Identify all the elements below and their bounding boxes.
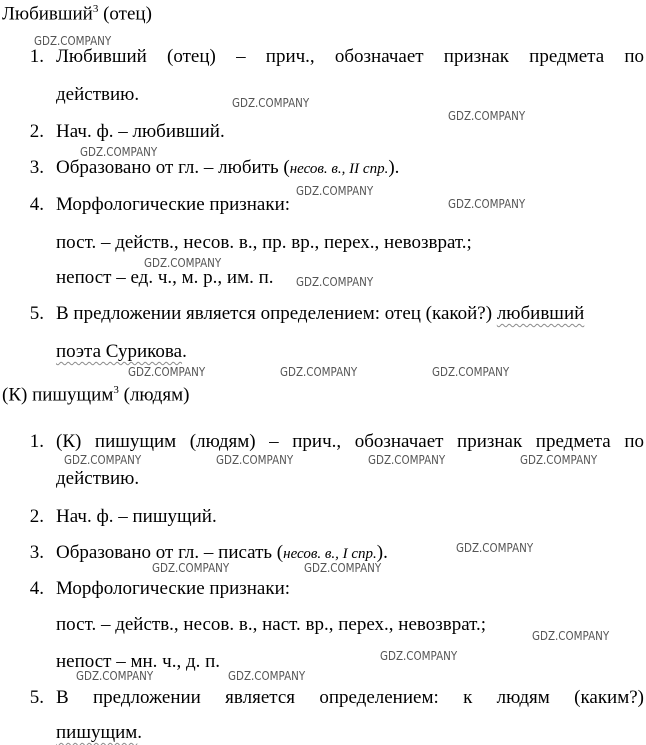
watermark: GDZ.COMPANY	[64, 453, 142, 467]
item-title: Морфологические признаки:	[56, 578, 291, 599]
watermark: GDZ.COMPANY	[80, 145, 158, 159]
item-text-continued: действию.	[56, 84, 140, 105]
watermark: GDZ.COMPANY	[228, 669, 306, 683]
watermark: GDZ.COMPANY	[232, 96, 310, 110]
item-text-main: Образовано от гл. – любить (	[56, 157, 290, 178]
item-text-end: .	[137, 722, 143, 743]
underlined-word: любивший	[496, 303, 585, 324]
watermark: GDZ.COMPANY	[296, 184, 374, 198]
watermark: GDZ.COMPANY	[432, 365, 510, 379]
item-text-italic: несов. в., II спр.	[289, 161, 389, 177]
section-heading	[2, 3, 152, 25]
watermark: GDZ.COMPANY	[152, 561, 230, 575]
watermark: GDZ.COMPANY	[380, 649, 458, 663]
item-number: 5.	[29, 303, 44, 324]
item-text-end: .	[182, 341, 187, 362]
item-text-main: В предложении является определением: отец (какой?)	[56, 303, 497, 324]
watermark: GDZ.COMPANY	[448, 109, 526, 123]
item-text	[56, 303, 584, 325]
item-text: Нач. ф. – пишущий.	[56, 506, 217, 527]
watermark: GDZ.COMPANY	[216, 453, 294, 467]
item-text-main: Образовано от гл. – писать (	[56, 542, 284, 563]
item-text: Нач. ф. – любивший.	[56, 121, 225, 142]
section-heading	[2, 384, 189, 406]
watermark: GDZ.COMPANY	[296, 275, 374, 289]
watermark: GDZ.COMPANY	[520, 453, 598, 467]
watermark: GDZ.COMPANY	[144, 256, 222, 270]
item-number: 3.	[29, 542, 44, 563]
item-text: Любивший (отец) – прич., обозначает признак предмета по	[56, 46, 644, 67]
item-text-continued	[56, 341, 187, 363]
item-number: 1.	[29, 46, 44, 67]
heading-context: (людям)	[123, 384, 190, 406]
heading-superscript: 3	[92, 3, 99, 15]
heading-superscript: 3	[113, 384, 119, 396]
watermark: GDZ.COMPANY	[304, 561, 382, 575]
item-text-end: ).	[388, 157, 400, 178]
item-number: 2.	[29, 121, 44, 142]
watermark: GDZ.COMPANY	[448, 197, 526, 211]
item-text-continued	[56, 722, 142, 744]
watermark: GDZ.COMPANY	[128, 365, 206, 379]
item-number: 1.	[29, 431, 44, 452]
item-number: 2.	[29, 506, 44, 527]
item-number: 4.	[29, 578, 44, 599]
heading-word: Любивший	[2, 3, 93, 25]
item-number: 3.	[29, 157, 44, 178]
nonconstant-features: непост – мн. ч., д. п.	[56, 651, 221, 672]
item-text-end: ).	[376, 542, 388, 563]
item-text	[56, 157, 399, 179]
underlined-phrase: поэта Сурикова	[56, 341, 183, 362]
watermark: GDZ.COMPANY	[532, 629, 610, 643]
item-number: 4.	[29, 194, 44, 215]
heading-context: (отец)	[103, 3, 152, 25]
heading-word: (К) пишущим	[2, 384, 114, 406]
item-text-continued: действию.	[56, 468, 140, 489]
watermark: GDZ.COMPANY	[368, 453, 446, 467]
item-text: В предложении является определением: к людям (каким?)	[56, 687, 644, 708]
constant-features: пост. – действ., несов. в., наст. вр., перех., невозврат.;	[56, 614, 487, 635]
item-number: 5.	[29, 687, 44, 708]
watermark: GDZ.COMPANY	[76, 669, 154, 683]
item-text: (К) пишущим (людям) – прич., обозначает признак предмета по	[56, 431, 644, 452]
nonconstant-features: непост – ед. ч., м. р., им. п.	[56, 267, 274, 288]
item-title: Морфологические признаки:	[56, 194, 291, 215]
watermark: GDZ.COMPANY	[34, 34, 112, 48]
watermark: GDZ.COMPANY	[280, 365, 358, 379]
underlined-word: пишущим	[56, 722, 138, 743]
constant-features: пост. – действ., несов. в., пр. вр., перех., невозврат.;	[56, 232, 472, 253]
watermark: GDZ.COMPANY	[456, 541, 534, 555]
item-text-italic: несов. в., I спр.	[283, 546, 377, 562]
